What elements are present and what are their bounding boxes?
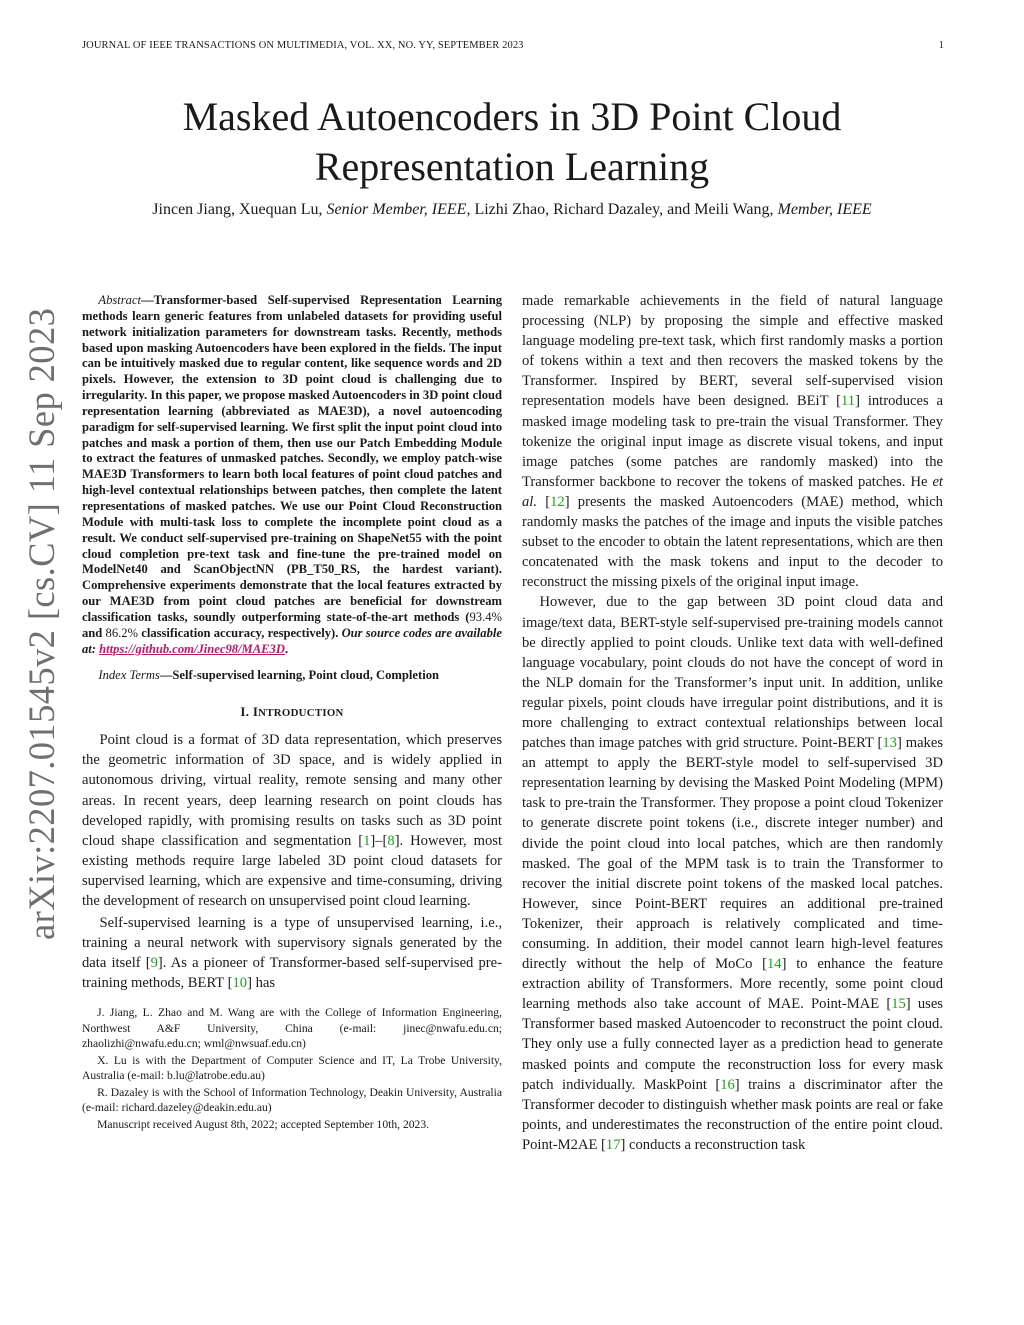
text-run: ] presents the masked Autoencoders (MAE) method, which randomly masks the patches of the image and inputs the visible patches subset to the encoder to obtain the latent representations, which are then concatenated with the mask tokens and input to the decoder to reconstruct the missing pixels of the original input image. [522,493,943,591]
section-title-initial: I [252,704,259,720]
arxiv-stamp: arXiv:2207.01545v2 [cs.CV] 11 Sep 2023 [21,307,62,940]
text-run: ] trains a discriminator after the Transformer decoder to distinguish whether mask points are real or fake points, and underestimates the reconstruction of the entire point cloud. Point-M2AE [ [522,1076,944,1153]
citation-link[interactable]: 13 [882,735,897,752]
source-code-link[interactable]: https://github.com/Jinec98/MAE3D [99,641,285,656]
footnote-affiliation-2: X. Lu is with the Department of Computer Science and IT, La Trobe University, Australia (e-mail: b.lu@latrobe.edu.au) [82,1053,502,1082]
text-run: made remarkable achievements in the field of natural language processing (NLP) by proposing the simple and effective masked language modeling pre-text task, which first randomly masks a portion of tokens within a text and then recovers the masked tokens by the Transformer. Inspired by BERT, several self-supervised vision representation models have been designed. BEiT [ [522,293,943,410]
section-numeral: I. [240,704,253,720]
citation-link[interactable]: 12 [550,493,565,510]
abstract-tail: classification accuracy, respectively). [138,625,342,640]
abstract-mid: and [82,625,106,640]
citation-link[interactable]: 15 [891,996,906,1013]
section-title-rest: NTRODUCTION [258,707,344,720]
left-column [82,293,502,1134]
paper-title [100,92,924,192]
author-affiliation-2: Member, IEEE [777,201,872,218]
text-run: However, due to the gap between 3D point cloud data and image/text data, BERT-style self-supervised pre-training models cannot be directly applied to point clouds. Unlike text data with well-defined language vocabulary, point clouds do not have the concept of word in the NLP domain for the Transformer’s input unit. In addition, unlike regular pixels, point clouds have irregular point distributions, and it is more challenging to extract contextual relationships between local patches than image patches with grid structure. Point-BERT [ [522,594,943,752]
abstract-body: —Transformer-based Self-supervised Representation Learning methods learn generic features from unlabeled datasets for providing useful network initialization parameters for downstream tasks. Recently, methods based upon masking Autoencoders have been explored in the fields. The input can be intuitively masked due to regular content, like sequence words and 2D pixels. However, the extension to 3D point cloud is challenging due to irregularity. In this paper, we propose masked Autoencoders in 3D point cloud representation learning (abbreviated as MAE3D), a novel autoencoding paradigm for self-supervised learning. We first split the input point cloud into patches and mask a portion of them, then use our Patch Embedding Module to extract the features of unmasked patches. Secondly, we employ patch-wise MAE3D Transformers to learn both local features of point cloud patches and high-level contextual relationships between patches, then complete the latent representations of masked patches. We use our Point Cloud Reconstruction Module with multi-task loss to complete the incomplete point cloud as a result. We conduct self-supervised pre-training on ShapeNet55 with the point cloud completion pre-text task and fine-tune the pre-trained model on ModelNet40 and ScanObjectNN (PB_T50_RS, the hardest variant). Comprehensive experiments demonstrate that the local features extracted by our MAE3D from point cloud patches are beneficial for downstream classification tasks, soundly outperforming state-of-the-art methods ( [82,293,502,624]
right-paragraph-2 [522,592,943,1155]
abstract-end: . [284,641,289,656]
text-run: ]. However, most existing methods require large labeled 3D point cloud datasets for supervised learning, which are expensive and time-consuming, driving the development of research on unsupervised point cloud learning. [82,832,502,909]
authors-part-2: Lizhi Zhao, Richard Dazaley, and Meili Wang, [470,201,778,218]
text-run: ] to enhance the feature extraction ability of Transformers. More recently, some point cloud learning methods also take account of MAE. Point-MAE [ [522,956,943,1013]
index-terms-body: —Self-supervised learning, Point cloud, Completion [159,668,439,683]
section-heading-introduction [82,704,502,721]
text-run: ] introduces a masked image modeling task to pre-train the visual Transformer. They tokenize the original input image as discrete visual tokens, and input image patches (some patches are randomly masked) into the Transformer backbone to recover the tokens of masked patches. He [522,393,943,490]
text-run: ] uses Transformer based masked Autoencoder to reconstruct the point cloud. They only use a fully connected layer as a prediction head to generate masked points and compute the reconstruction loss for every mask patch individually. MaskPoint [ [522,996,943,1093]
abstract-value-2: 86.2% [105,625,139,640]
footnote-affiliation-3: R. Dazaley is with the School of Information Technology, Deakin University, Australia (e-mail: richard.dazeley@deakin.edu.au) [82,1085,502,1115]
author-affiliation-1: Senior Member, IEEE, [326,201,471,218]
et-al: et al. [522,473,943,510]
abstract-label: Abstract [98,293,142,307]
abstract-value-1: 93.4% [469,609,502,624]
title-line-2: Representation Learning [314,144,710,189]
citation-link[interactable]: 8 [387,832,395,849]
index-terms-label: Index Terms [98,668,160,683]
intro-paragraph-2 [82,913,502,993]
title-line-1: Masked Autoencoders in 3D Point Cloud [182,94,842,139]
text-run: ] makes an attempt to apply the BERT-style model to self-supervised 3D representation learning by devising the Masked Point Modeling (MPM) task to pre-train the Transformer. They propose a point cloud Tokenizer to generate discrete point tokens (i.e., discrete integer number) and divide the point cloud into local patches, which are then randomly masked. The goal of the MPM task is to train the Transformer to recover the initial discrete point tokens of the masked local patches. However, since Point-BERT requires an additional pre-trained Tokenizer, their approach is relatively complicated and time-consuming. In addition, their model cannot learn high-level features directly without the help of MoCo [ [522,735,943,973]
citation-link[interactable]: 1 [363,832,371,849]
running-header [82,40,944,56]
journal-name: JOURNAL OF IEEE TRANSACTIONS ON MULTIMEDIA, VOL. XX, NO. YY, SEPTEMBER 2023 [82,40,524,51]
authors-part-1: Jincen Jiang, Xuequan Lu, [152,201,327,218]
citation-link[interactable]: 16 [720,1076,735,1093]
text-run: [ [537,493,551,510]
author-footnotes [82,1005,502,1132]
text-run: Self-supervised learning is a type of unsupervised learning, i.e., training a neural network with supervisory signals generated by the data itself [ [82,915,502,972]
text-run: ]–[ [370,832,388,849]
citation-link[interactable]: 17 [605,1136,621,1153]
availability-note: Our source codes are available at: [82,625,502,656]
footnote-affiliation-1: J. Jiang, L. Zhao and M. Wang are with the College of Information Engineering, Northwest A&F University, China (e-mail: jinec@nwafu.edu.cn; zhaolizhi@nwafu.edu.cn; wml@nwsuaf.edu.cn) [82,1006,502,1050]
citation-link[interactable]: 14 [767,956,782,973]
text-run: ] conducts a reconstruction task [620,1136,806,1153]
right-paragraph-1 [522,291,943,592]
author-list [70,199,954,221]
footnote-manuscript-dates: Manuscript received August 8th, 2022; accepted September 10th, 2023. [97,1118,430,1132]
index-terms [82,668,502,684]
citation-link[interactable]: 11 [841,393,856,410]
citation-link[interactable]: 9 [150,955,158,972]
text-run: ] has [247,975,276,992]
intro-paragraph-1 [82,730,502,911]
text-run: Point cloud is a format of 3D data representation, which preserves the geometric information of 3D space, and is widely applied in autonomous driving, virtual reality, remote sensing and many other areas. In recent years, deep learning research on point clouds has developed rapidly, with promising results on tasks such as 3D point cloud shape classification and segmentation [ [82,732,502,849]
abstract [82,293,502,657]
page-number: 1 [938,40,944,51]
citation-link[interactable]: 10 [232,975,248,992]
right-column [522,291,943,1155]
text-run: ]. As a pioneer of Transformer-based self-supervised pre-training methods, BERT [ [82,955,502,992]
